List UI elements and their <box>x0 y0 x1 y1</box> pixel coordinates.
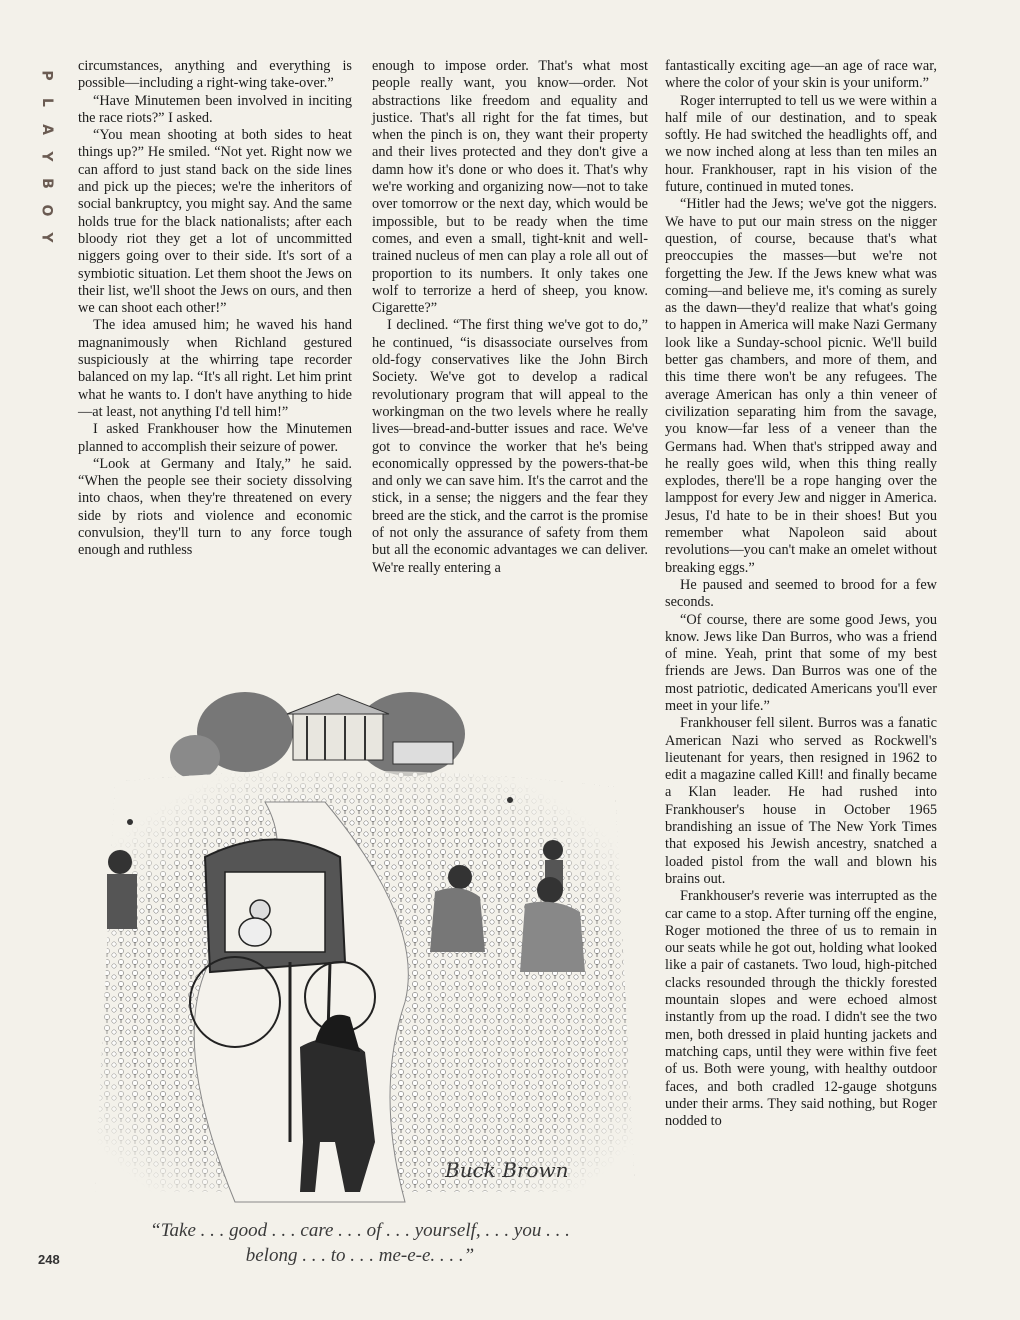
paragraph: “Look at Germany and Italy,” he said. “When the people see their society dissolving into chaos, when they're threatened on every side by riots and violence and economic convulsion, they'll turn to any force tough enough and ruthless <box>78 455 352 559</box>
caption-line-2: belong . . . to . . . me-e-e. . . .” <box>245 1245 475 1266</box>
masthead-letter: O <box>38 204 55 217</box>
paragraph: Frankhouser fell silent. Burros was a fanatic American Nazi who served as Rockwell's lieutenant for years, then resigned in 1962 to edit a magazine called Kill! and finally became a Klan leader. He had rushed into Frankhouser's house in October 1965 brandishing an issue of The New York Times that exposed his Jewish ancestry, snatched a loaded pistol from the wall and blown his brains out. <box>665 715 937 887</box>
masthead-letter: A <box>38 124 55 135</box>
paragraph: “Have Minutemen been involved in inciting the race riots?” I asked. <box>78 92 352 126</box>
masthead-letter: P <box>38 70 55 81</box>
text-column-1 <box>78 58 352 560</box>
paragraph: I asked Frankhouser how the Minutemen planned to accomplish their seizure of power. <box>78 421 352 455</box>
text-column-2 <box>372 58 648 577</box>
cartoon-illustration <box>75 672 645 1207</box>
masthead-letter: B <box>38 178 55 189</box>
masthead-letter: L <box>38 98 55 107</box>
paragraph: “You mean shooting at both sides to heat things up?” He smiled. “Not yet. Right now we can afford to just stand back on the side lines and pick up the pieces; we're the inheritors of social bankruptcy, you might say. And the same holds true for the black nationalists; after each bloody riot they get a lot of uncommitted niggers going over to their side. It's sort of a symbiotic situation. Let them shoot the Jews on their list, we'll shoot the Jews on ours, and then we can shoot each other!” <box>78 127 352 317</box>
paragraph: Frankhouser's reverie was interrupted as the car came to a stop. After turning off the engine, Roger motioned the three of us to remain in our seats while he got out, holding what looked like a pair of castanets. Two loud, high-pitched clacks resounded through the thickly forested mountain slopes and were echoed almost instantly from up the road. I didn't see the two men, both dressed in plaid hunting jackets and matching caps, until they were within five feet of us. Both were young, with healthy outdoor faces, and both cradled 12-gauge shotguns under their arms. They said nothing, but Roger nodded to <box>665 888 937 1130</box>
paragraph: enough to impose order. That's what most people really want, you know—order. Not abstractions like freedom and equality and justice. That's all right for the fat times, but when the pinch is on, they want their property and their lives protected and they don't give a damn how it's done or who does it. That's why we're working and organizing now—not to take over tomorrow or the next day, which would be impossible, but to be ready when the time comes, and even a small, tight-knit and well-trained nucleus of men can play a role all out of proportion to its numbers. It only takes one wolf to terrorize a herd of sheep, you know. Cigarette?” <box>372 58 648 317</box>
paragraph: I declined. “The first thing we've got to do,” he continued, “is disassociate ourselves from old-fogy conservatives like the John Birch Society. We've got to develop a radical revolutionary program that will appeal to the workingman on the two levels where he really lives—bread-and-butter issues and race. We've got to convince the worker that he's being economically oppressed by the powers-that-be and only we can save him. It's the carrot and the stick, in a sense; the niggers and the fear they breed are the stick, and the carrot is the promise of not only the assurance of safety from them but all the economic advantages we can deliver. We're really entering a <box>372 317 648 576</box>
paragraph: He paused and seemed to brood for a few seconds. <box>665 576 937 611</box>
paragraph: The idea amused him; he waved his hand magnanimously when Richland gestured suspiciously at the whirring tape recorder balanced on my lap. “It's all right. Let him print what he wants to. I don't have anything to hide—at least, not anything I'd tell him!” <box>78 317 352 420</box>
paragraph: “Of course, there are some good Jews, you know. Jews like Dan Burros, who was a friend of mine. Yeah, print that some of my best friends are Jews. Dan Burros was one of the most patriotic, dedicated Americans you'll ever meet in your life.” <box>665 611 937 714</box>
cartoon-caption <box>90 1218 630 1268</box>
artist-signature: Buck Brown <box>445 1158 569 1182</box>
paragraph: fantastically exciting age—an age of race war, where the color of your skin is your uniform.” <box>665 58 937 92</box>
masthead-vertical <box>32 62 60 251</box>
paragraph: Roger interrupted to tell us we were within a half mile of our destination, and to speak softly. He had switched the headlights off, and we now inched along at less than ten miles an hour. Frankhouser, rapt in his vision of the future, continued in muted tones. <box>665 92 937 196</box>
masthead-letter: Y <box>38 151 55 162</box>
page-number: 248 <box>38 1252 60 1267</box>
text-column-3 <box>665 58 937 1130</box>
paragraph: circumstances, anything and everything is possible—including a right-wing take-over.” <box>78 58 352 92</box>
caption-line-1: “Take . . . good . . . care . . . of . . . yourself, . . . you . . . <box>150 1220 570 1241</box>
masthead-letter: Y <box>38 232 55 243</box>
paragraph: “Hitler had the Jews; we've got the niggers. We have to put our main stress on the nigger question, of course, because that's what preoccupies the masses—but we're not forgetting the Jew. If the Jews knew what was coming—and believe me, it's coming as surely as the dawn—they'd realize that what's going to happen in America will make Nazi Germany look like a Sunday-school picnic. We'll build better gas chambers, and more of them, and this time there won't be any refugees. The average American has only a thin veneer of civilization separating him from the savage, you know—far less of a veneer than the Germans had. When that's stripped away and he really goes wild, when this thing really explodes, there'll be a rope hanging over the lamppost for every Jew and nigger in America. Jesus, I'd hate to be in their shoes! But you remember what Napoleon said about revolutions—you can't make an omelet without breaking eggs.” <box>665 196 937 576</box>
